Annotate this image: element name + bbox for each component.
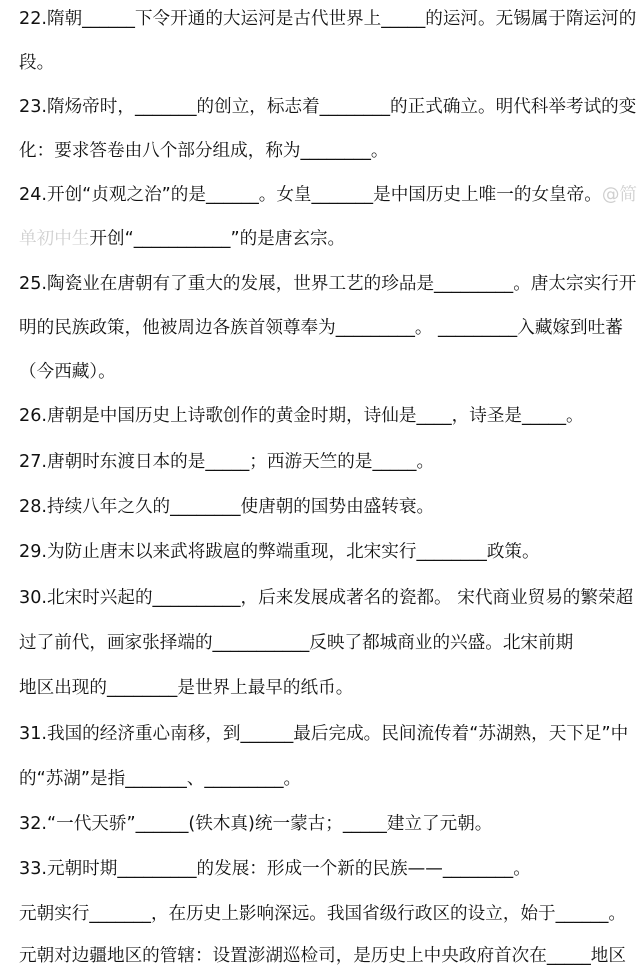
text-line-4: 化：要求答卷由八个部分组成，称为________。 — [19, 141, 389, 161]
text-line-13: 29.为防止唐末以来武将跋扈的弊端重现，北宋实行________政策。 — [19, 542, 540, 562]
text-line-22: 元朝对边疆地区的管辖：设置澎湖巡检司，是历史上中央政府首次在_____地区 — [19, 946, 626, 966]
text-line-16: 地区出现的________是世界上最早的纸币。 — [19, 678, 354, 698]
text-line-11: 27.唐朝时东渡日本的是_____；西游天竺的是_____。 — [19, 452, 435, 472]
text-line-19: 32.“一代天骄”______(铁木真)统一蒙古；_____建立了元朝。 — [19, 814, 493, 834]
text-line-15: 过了前代，画家张择端的___________反映了都城商业的兴盛。北宋前期 — [19, 633, 574, 653]
text-line-3: 23.隋炀帝时，_______的创立，标志着________的正式确立。明代科举考试的变 — [19, 97, 637, 117]
text-line-2: 段。 — [19, 53, 55, 73]
text-line-5-content: 24.开创“贞观之治”的是______。女皇_______是中国历史上唯一的女皇帝。 — [19, 185, 602, 205]
text-line-7: 25.陶瓷业在唐朝有了重大的发展，世界工艺的珍品是_________。唐太宗实行开 — [19, 274, 637, 294]
text-line-14: 30.北宋时兴起的__________，后来发展成著名的瓷都。 宋代商业贸易的繁荣超 — [19, 588, 634, 608]
text-line-6-content: 开创“___________”的是唐玄宗。 — [89, 229, 346, 249]
text-line-1: 22.隋朝______下令开通的大运河是古代世界上_____的运河。无锡属于隋运河的 — [19, 9, 637, 29]
text-line-17: 31.我国的经济重心南移，到______最后完成。民间流传着“苏湖熟，天下足”中 — [19, 724, 629, 744]
text-line-9: （今西藏）。 — [19, 362, 116, 382]
text-line-10: 26.唐朝是中国历史上诗歌创作的黄金时期，诗仙是____，诗圣是_____。 — [19, 406, 584, 426]
text-line-18: 的“苏湖”是指_______、_________。 — [19, 769, 302, 789]
text-line-8: 明的民族政策，他被周边各族首领尊奉为_________。 _________入藏嫁到吐蕃 — [19, 318, 623, 338]
text-line-5 — [19, 182, 638, 208]
text-line-6 — [19, 226, 631, 252]
text-line-20: 33.元朝时期_________的发展：形成一个新的民族——________。 — [19, 859, 531, 879]
text-line-21: 元朝实行_______，在历史上影响深远。我国省级行政区的设立，始于______。 — [19, 904, 626, 924]
text-line-12: 28.持续八年之久的________使唐朝的国势由盛转衰。 — [19, 497, 435, 517]
watermark-text: @简 — [601, 185, 638, 205]
watermark-text: 单初中生 — [19, 229, 90, 249]
